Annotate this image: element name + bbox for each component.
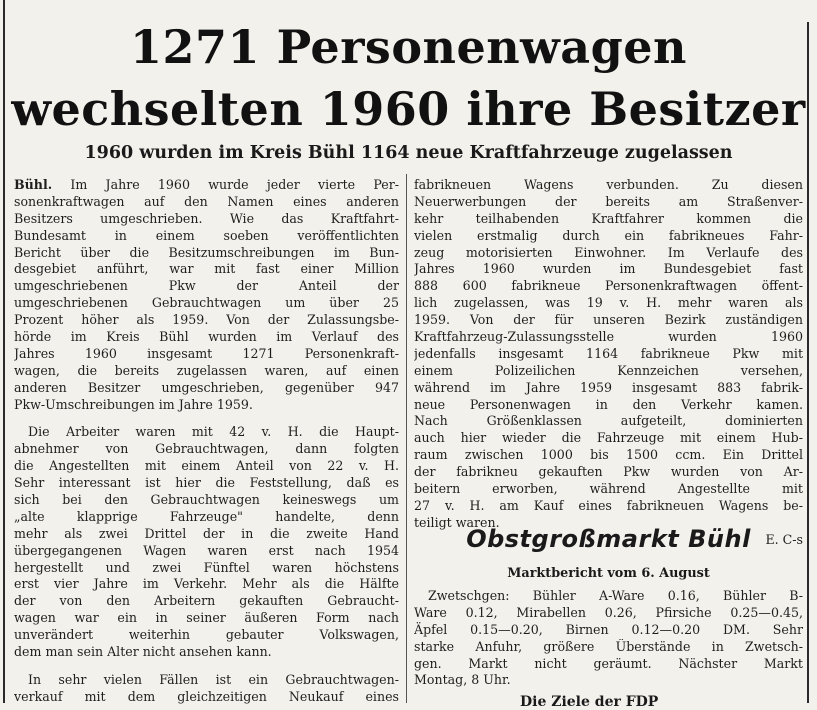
- next-article-heading-fragment: Die Ziele der FDP: [520, 694, 659, 710]
- article-line: beitern erworben, während Angestellte mit: [414, 481, 803, 497]
- market-line: Montag, 8 Uhr.: [414, 672, 511, 688]
- article-line: 27 v. H. am Kauf eines fabrikneuen Wagens be-: [414, 497, 803, 513]
- article-line: mehr als zwei Drittel der in die zweite Hand: [14, 525, 399, 541]
- article-column-1: [14, 177, 399, 706]
- market-line: Zwetschgen: Bühler A-Ware 0.16, Bühler B-: [428, 588, 803, 603]
- article-line: Die Arbeiter waren mit 42 v. H. die Haupt-: [28, 424, 399, 440]
- headline-line-2: wechselten 1960 ihre Besitzer: [11, 82, 806, 136]
- article-line: jedenfalls insgesamt 1164 fabrikneue Pkw mit: [414, 345, 803, 361]
- article-line: zeug motorisierten Einwohner. Im Verlaufe des: [414, 244, 803, 260]
- article-line: dem man sein Alter nicht ansehen kann.: [14, 644, 272, 660]
- article-line-text: Im Jahre 1960 wurde jeder vierte Per-: [52, 177, 399, 192]
- subheadline: 1960 wurden im Kreis Bühl 1164 neue Kraftfahrzeuge zugelassen: [84, 143, 733, 163]
- market-title: Obstgroßmarkt Bühl: [466, 525, 751, 553]
- article-line: Bericht über die Besitzumschreibungen im Bun-: [14, 244, 399, 260]
- article-line: desgebiet anführt, war mit fast einer Million: [14, 261, 399, 277]
- article-line: wagen war ein in seiner äußeren Form nach: [14, 610, 399, 626]
- dateline: Bühl.: [14, 177, 53, 192]
- article-line: 1959. Von der für unseren Bezirk zuständigen: [414, 312, 803, 328]
- article-line: umgeschriebenen Pkw der Anteil der: [14, 278, 399, 294]
- article-line: einem Polizeilichen Kennzeichen versehen,: [414, 362, 803, 378]
- article-line: Bundesamt in einem soeben veröffentlichten: [14, 227, 399, 243]
- market-line: Äpfel 0.15—0.20, Birnen 0.12—0.20 DM. Sehr: [414, 621, 803, 637]
- headline-line-1: 1271 Personenwagen: [130, 20, 687, 74]
- article-line: kehr teilhabenden Kraftfahrer kommen die: [414, 210, 803, 226]
- article-line: Besitzers umgeschrieben. Wie das Kraftfahrt-: [14, 210, 399, 226]
- article-line: „alte klapprige Fahrzeuge" handelte, denn: [14, 508, 399, 524]
- paragraph-gap: [14, 661, 399, 672]
- article-line: abnehmer von Gebrauchtwagen, dann folgten: [14, 441, 399, 457]
- article-line: [14, 177, 399, 194]
- article-line: 888 600 fabrikneue Personenkraftwagen öffent-: [414, 278, 803, 294]
- article-line: Pkw-Umschreibungen im Jahre 1959.: [14, 396, 253, 412]
- article-line: Sehr interessant ist hier die Feststellung, daß es: [14, 475, 399, 491]
- article-line: der von den Arbeitern gekauften Gebraucht-: [14, 593, 399, 609]
- market-line: gen. Markt nicht geräumt. Nächster Markt: [414, 655, 803, 671]
- article-line: sich bei den Gebrauchtwagen keineswegs um: [14, 492, 399, 508]
- article-line: verkauf mit dem gleichzeitigen Neukauf eines: [14, 688, 399, 704]
- article-line: Jahres 1960 wurden im Bundesgebiet fast: [414, 261, 803, 277]
- article-line: vielen erstmalig durch ein fabrikneues Fahr-: [414, 227, 803, 243]
- column-rule: [406, 174, 407, 703]
- article-line: Neuerwerbungen der bereits am Straßenver-: [414, 193, 803, 209]
- article-line: während im Jahre 1959 insgesamt 883 fabrik-: [414, 379, 803, 395]
- article-line: die Angestellten mit einem Anteil von 22 v. H.: [14, 458, 399, 474]
- article-line: Jahres 1960 insgesamt 1271 Personenkraft-: [14, 345, 399, 361]
- article-line: übergegangenen Wagen waren erst nach 1954: [14, 542, 399, 558]
- article-line: lich zugelassen, was 19 v. H. mehr waren als: [414, 295, 803, 311]
- market-line: Ware 0.12, Mirabellen 0.26, Pfirsiche 0.25—0.45,: [414, 604, 803, 620]
- article-line: sonenkraftwagen auf den Namen eines anderen: [14, 193, 399, 209]
- article-line: Kraftfahrzeug-Zulassungsstelle wurden 1960: [414, 329, 803, 345]
- article-line: anderen Besitzer umgeschrieben, gegenüber 947: [14, 379, 399, 395]
- article-line: hörde im Kreis Bühl wurden im Verlauf des: [14, 329, 399, 345]
- market-line: starke Anfuhr, größere Überstände in Zwetsch-: [414, 638, 803, 654]
- article-line: umgeschriebenen Gebrauchtwagen um über 25: [14, 295, 399, 311]
- article-line: unverändert weiterhin gebauter Volkswagen,: [14, 627, 399, 643]
- article-line: erst vier Jahre im Verkehr. Mehr als die Hälfte: [14, 576, 399, 592]
- market-subtitle: Marktbericht vom 6. August: [507, 566, 710, 581]
- article-line: raum zwischen 1000 bis 1500 ccm. Ein Drittel: [414, 447, 803, 463]
- article-column-2: [414, 177, 803, 549]
- article-line: fabrikneuen Wagens verbunden. Zu diesen: [414, 177, 803, 192]
- article-line: wagen, die bereits zugelassen waren, auf einen: [14, 362, 399, 378]
- market-report-body: [414, 588, 803, 689]
- article-line: teiligt waren.: [414, 514, 500, 530]
- article-line: In sehr vielen Fällen ist ein Gebrauchtwagen-: [28, 671, 399, 687]
- article-signature: E. C-s: [765, 531, 803, 547]
- article-line: der fabrikneu gekauften Pkw wurden von Ar-: [414, 464, 803, 480]
- article-line: hergestellt und zwei Fünftel waren höchstens: [14, 559, 399, 575]
- article-line: auch hier wieder die Fahrzeuge mit einem Hub-: [414, 430, 803, 446]
- article-line: Nach Größenklassen aufgeteilt, dominierten: [414, 413, 803, 429]
- article-line: neue Personenwagen in den Verkehr kamen.: [414, 396, 803, 412]
- article-line: Prozent höher als 1959. Von der Zulassungsbe-: [14, 312, 399, 328]
- paragraph-gap: [14, 413, 399, 424]
